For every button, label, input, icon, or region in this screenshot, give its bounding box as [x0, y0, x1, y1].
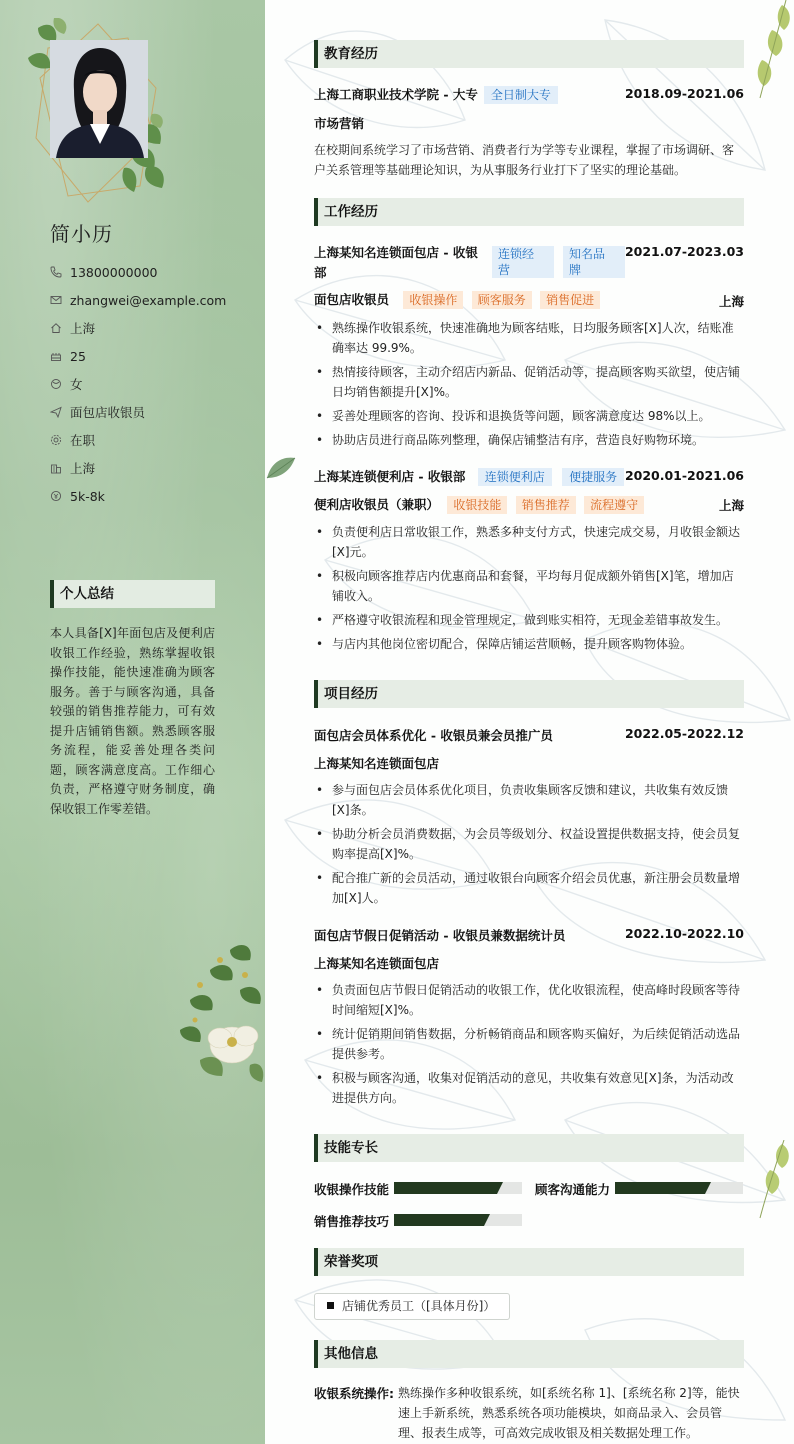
company-line-1: 上海某知名连锁面包店 - 收银	[314, 245, 478, 260]
skill-tag: 收银技能	[447, 496, 507, 514]
tag-line: 知名品	[569, 247, 606, 261]
info-text: 13800000000	[70, 264, 158, 280]
city-icon	[50, 462, 62, 474]
tag-line: 连锁经	[498, 247, 535, 261]
skill-1-bar	[394, 1182, 522, 1194]
education-description: 在校期间系统学习了市场营销、消费者行为学等专业课程，掌握了市场调研、客户关系管理等基础理论知识，为从事服务行业打下了坚实的理论基础。	[314, 143, 735, 177]
info-gender	[50, 370, 250, 398]
skills-heading: 技能专长	[314, 1134, 744, 1162]
leaf-decoration-top-right	[752, 0, 794, 100]
skill-tag: 收银操作	[403, 291, 463, 309]
job-2-company	[314, 467, 624, 486]
project-1-org: 上海某知名连锁面包店	[314, 756, 440, 771]
skill-tag: 销售推荐	[516, 496, 576, 514]
other-line: 熟练操作多种收银系统，如[系统名称 1]、[系统名称 2]等，能快	[398, 1386, 740, 1400]
profile-photo	[50, 40, 148, 158]
education-date: 2018.09-2021.06	[624, 86, 744, 101]
info-text: 25	[70, 348, 86, 364]
job-1-role-row	[314, 290, 600, 309]
info-text: 上海	[70, 321, 96, 336]
project-2-bullets	[314, 980, 744, 1112]
flower-decoration	[170, 930, 265, 1090]
info-phone	[50, 258, 250, 286]
skill-tag: 顾客服务	[472, 291, 532, 309]
sidebar	[0, 0, 265, 1444]
job-2-role-row	[314, 495, 644, 514]
bullet-item: • 协助分析会员消费数据，为会员等级划分、权益设置提供数据支持，使会员复购率提高[X]%。	[314, 824, 744, 864]
send-icon	[50, 406, 62, 418]
skill-2-label: 顾客沟通能力	[535, 1182, 611, 1197]
square-bullet-icon	[327, 1302, 334, 1309]
info-home	[50, 314, 250, 342]
award-item	[314, 1293, 510, 1320]
education-school	[314, 85, 558, 104]
job-1-tag-2	[563, 246, 625, 278]
other-line: 理、报表生成等，可高效完成收银及相关数据处理工作。	[398, 1426, 699, 1440]
skill-1-label: 收银操作技能	[314, 1182, 390, 1197]
other-heading: 其他信息	[314, 1340, 744, 1368]
job-1-city: 上海	[718, 294, 744, 309]
education-heading: 教育经历	[314, 40, 744, 68]
job-2-bullets	[314, 522, 744, 658]
company-line-2: 部	[314, 265, 327, 280]
home-icon	[50, 322, 62, 334]
info-status	[50, 426, 250, 454]
project-2-org: 上海某知名连锁面包店	[314, 956, 440, 971]
info-text: 面包店收银员	[70, 405, 146, 420]
profile-name: 简小历	[50, 222, 113, 246]
info-target	[50, 398, 250, 426]
job-2-city: 上海	[718, 498, 744, 513]
company-name: 上海某连锁便利店 - 收银部	[314, 469, 466, 484]
company-tag: 连锁便利店	[478, 468, 552, 486]
project-1-bullets	[314, 780, 744, 912]
bullet-item: • 积极与顾客沟通，收集对促销活动的意见，共收集有效意见[X]条，为活动改进提供方向。	[314, 1068, 744, 1108]
other-label: 收银系统操作:	[314, 1386, 394, 1401]
skill-3-bar-fill	[394, 1214, 484, 1226]
age-icon	[50, 350, 62, 362]
bullet-item: • 严格遵守收银流程和现金管理规定，做到账实相符，无现金差错事故发生。	[314, 610, 744, 630]
skill-1-bar-fill	[394, 1182, 497, 1194]
skill-3-bar	[394, 1214, 522, 1226]
info-age	[50, 342, 250, 370]
gender-icon	[50, 378, 62, 390]
education-major: 市场营销	[314, 116, 365, 131]
job-2-date: 2020.01-2021.06	[624, 468, 744, 483]
company-tag: 便捷服务	[562, 468, 624, 486]
other-text	[398, 1383, 748, 1443]
contact-info-list	[50, 258, 250, 510]
project-2-name: 面包店节假日促销活动 - 收银员兼数据统计员	[314, 928, 566, 943]
job-1-bullets	[314, 318, 744, 454]
school-name: 上海工商职业技术学院 - 大专	[314, 87, 478, 102]
info-text: 女	[70, 377, 83, 392]
bullet-item: • 负责便利店日常收银工作，熟悉多种支付方式，快速完成交易，月收银金额达[X]元。	[314, 522, 744, 562]
awards-heading: 荣誉奖项	[314, 1248, 744, 1276]
bullet-item: • 积极向顾客推荐店内优惠商品和套餐，平均每月促成额外销售[X]笔，增加店铺收入。	[314, 566, 744, 606]
skill-2-bar-fill	[615, 1182, 705, 1194]
summary-heading: 个人总结	[50, 580, 215, 608]
skill-tag: 销售促进	[540, 291, 600, 309]
info-salary	[50, 482, 250, 510]
info-city	[50, 454, 250, 482]
bullet-item: • 与店内其他岗位密切配合，保障店铺运营顺畅，提升顾客购物体验。	[314, 634, 744, 654]
bullet-item: • 参与面包店会员体系优化项目，负责收集顾客反馈和建议，共收集有效反馈[X]条。	[314, 780, 744, 820]
phone-icon	[50, 266, 62, 278]
other-line: 速上手新系统，熟悉系统各项功能模块，如商品录入、会员管	[398, 1406, 723, 1420]
tag-line: 牌	[569, 263, 582, 277]
summary-text: 本人具备[X]年面包店及便利店收银工作经验，熟练掌握收银操作技能，能快速准确为顾客服务。善于与顾客沟通，具备较强的销售推荐能力，可有效提升店铺销售额。熟悉顾客服务流程，能妥善处理各类问题，顾客满意度高。工作细心负责，严格遵守财务制度，确保收银工作零差错。	[50, 626, 215, 816]
bullet-item: • 配合推广新的会员活动，通过收银台向顾客介绍会员优惠，新注册会员数量增加[X]人。	[314, 868, 744, 908]
info-email	[50, 286, 250, 314]
project-1-name: 面包店会员体系优化 - 收银员兼会员推广员	[314, 728, 553, 743]
info-text: 上海	[70, 461, 96, 476]
mail-icon	[50, 294, 62, 306]
info-text: 在职	[70, 433, 96, 448]
salary-icon	[50, 490, 62, 502]
bullet-item: • 熟练操作收银系统，快速准确地为顾客结账，日均服务顾客[X]人次，结账准确率达 99.9%。	[314, 318, 744, 358]
skill-3-label: 销售推荐技巧	[314, 1214, 390, 1229]
info-text: 5k-8k	[70, 488, 105, 504]
info-text: zhangwei@example.com	[70, 292, 227, 308]
projects-heading: 项目经历	[314, 680, 744, 708]
skill-2-bar	[615, 1182, 743, 1194]
bullet-item: • 统计促销期间销售数据，分析畅销商品和顾客购买偏好，为后续促销活动选品提供参考。	[314, 1024, 744, 1064]
leaf-decoration-mid	[265, 452, 297, 482]
job-role: 面包店收银员	[314, 292, 390, 307]
leaf-decoration-bottom-right	[752, 1140, 794, 1220]
job-1-date: 2021.07-2023.03	[624, 244, 744, 259]
bullet-item: • 负责面包店节假日促销活动的收银工作，优化收银流程，使高峰时段顾客等待时间缩短[X]%。	[314, 980, 744, 1020]
bullet-item: • 热情接待顾客，主动介绍店内新品、促销活动等，提高顾客购买欲望，使店铺日均销售额提升[X]%。	[314, 362, 744, 402]
bullet-item: • 妥善处理顾客的咨询、投诉和退换货等问题，顾客满意度达 98%以上。	[314, 406, 744, 426]
job-role: 便利店收银员（兼职）	[314, 497, 440, 512]
skill-tag: 流程遵守	[584, 496, 644, 514]
bullet-item: • 协助店员进行商品陈列整理，确保店铺整洁有序，营造良好购物环境。	[314, 430, 744, 450]
education-tag: 全日制大专	[484, 86, 558, 104]
work-heading: 工作经历	[314, 198, 744, 226]
project-2-date: 2022.10-2022.10	[624, 926, 744, 941]
tag-line: 营	[498, 263, 511, 277]
job-1-tag-1	[492, 246, 554, 278]
project-1-date: 2022.05-2022.12	[624, 726, 744, 741]
award-text: 店铺优秀员工（[具体月份]）	[342, 1299, 496, 1313]
status-icon	[50, 434, 62, 446]
job-1-company	[314, 243, 484, 283]
